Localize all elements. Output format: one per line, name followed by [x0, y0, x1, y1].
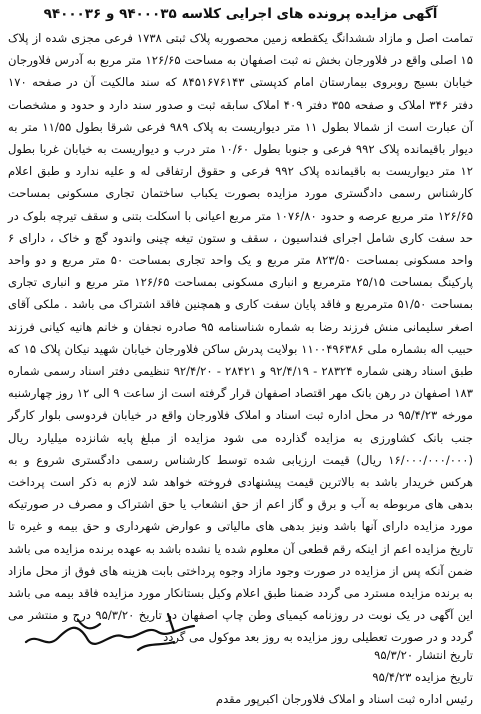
- notice-title: آگهی مزایده پرونده های اجرایی کلاسه ۹۴۰۰۰۳۵ و ۹۴۰۰۰۳۶: [43, 6, 438, 22]
- notice-body: تمامت اصل و مازاد ششدانگ یکقطعه زمین محصوربه پلاک ثبتی ۱۷۳۸ فرعی مجزی شده از پلاک ۱۵ اصلی واقع در فلاورجان بخش نه ثبت اصفهان به مساحت ۱۲۶/۶۵ متر مربع به آدرس فلاورجان خیابان بسیج روبروی بیمارستان امام کدپستی ۸۴۵۱۶۷۶۱۴۳ که سند مالکیت آن در صفحه ۱۷۰ دفتر ۳۴۶ املاک و صفحه ۳۵۵ دفتر ۴۰۹ املاک سابقه ثبت و صدور سند دارد و حدود و مشخصات آن عبارت است از شمالا بطول ۱۱ متر دیواریست به پلاک ۹۸۹ فرعی شرقا بطول ۱۱/۵۵ متر به دیوار باقیمانده پلاک ۹۹۲ فرعی و جنوبا بطول ۱۰/۶۰ متر درب و دیواریست به خیابان غربا بطول ۱۲ متر دیواریست به باقیمانده پلاک ۹۹۲ فرعی و حقوق ارتفاقی له و علیه ندارد و طبق اعلام کارشناس رسمی دادگستری مورد مزایده بصورت یکباب ساختمان تجاری مسکونی بمساحت ۱۲۶/۶۵ متر مربع عرصه و حدود ۱۰۷۶/۸۰ متر مربع اعیانی با اسکلت بتنی و سقف تیرچه بلوک در حد سفت کاری شامل اجرای فنداسیون ، سقف و ستون تیغه چینی واندود گچ و خاک ، دارای ۶ واحد مسکونی بمساحت ۸۲۳/۵۰ متر مربع و یک واحد تجاری بمساحت ۵۰ متر مربع و دو واحد پارکینگ بمساحت ۲۵/۱۵ مترمربع و انباری مسکونی بمساحت ۱۲۶/۶۵ متر مربع و انباری تجاری بمساحت ۵۱/۵۰ مترمربع و فاقد پایان سفت کاری و همچنین فاقد اشتراک می باشد . ملکی آقای اصغر سلیمانی منش فرزند رضا به شماره شناسنامه ۹۵ صادره نجفان و خانم هانیه کیانی فرزند حبیب اله بشماره ملی ۱۱۰۰۴۹۶۳۸۶ بولایت پدرش ساکن فلاورجان خیابان شهید نیکان پلاک ۱۵ که طبق اسناد رهنی شماره ۲۸۳۲۴ - ۹۲/۴/۱۹ و ۲۸۴۲۱ - ۹۲/۴/۲۰ تنظیمی دفتر اسناد رسمی شماره ۱۸۳ اصفهان در رهن بانک مهر اقتصاد اصفهان قرار گرفته است از ساعت ۹ الی ۱۲ روز چهارشنبه مورخه ۹۵/۴/۲۳ در محل اداره ثبت اسناد و املاک فلاورجان واقع در خیابان فردوسی بلوار کارگر جنب بانک کشاورزی به مزایده گذارده می شود مزایده از مبلغ پایه شانزده میلیارد ریال (۱۶/۰۰۰/۰۰۰/۰۰۰ ریال) قیمت ارزیابی شده توسط کارشناس رسمی دادگستری شروع و به هرکس خریدار باشد به بالاترین قیمت پیشنهادی فروخته خواهد شد لازم به ذکر است پرداخت بدهی های مربوطه به آب و برق و گاز اعم از حق انشعاب یا حق اشتراک و مصرف در صورتیکه مورد مزایده دارای آنها باشد ونیز بدهی های مالیاتی و عوارض شهرداری و حق بیمه و غیره تا تاریخ مزایده اعم از اینکه رقم قطعی آن معلوم شده یا نشده باشد به عهده برنده مزایده می باشد ضمن آنکه پس از مزایده در صورت وجود مازاد وجوه پرداختی بابت هزینه های فوق از محل مازاد به برنده مزایده مسترد می گردد ضمنا طبق اعلام وکیل بستانکار مورد مزایده فاقد بیمه می باشد این آگهی در یک نوبت در روزنامه کیمیای وطن چاپ اصفهان در تاریخ ۹۵/۳/۲۰ درج و منتشر می گردد و در صورت تعطیلی روز مزایده به روز بعد موکول می گردد: [7, 31, 474, 645]
- auction-date: تاریخ مزایده ۹۵/۴/۲۳: [372, 670, 473, 684]
- publish-date: تاریخ انتشار ۹۵/۳/۲۰: [374, 648, 473, 662]
- signatory: رئیس اداره ثبت اسناد و املاک فلاورجان اکبرپور مقدم: [215, 692, 473, 706]
- notice-footer: [8, 644, 473, 710]
